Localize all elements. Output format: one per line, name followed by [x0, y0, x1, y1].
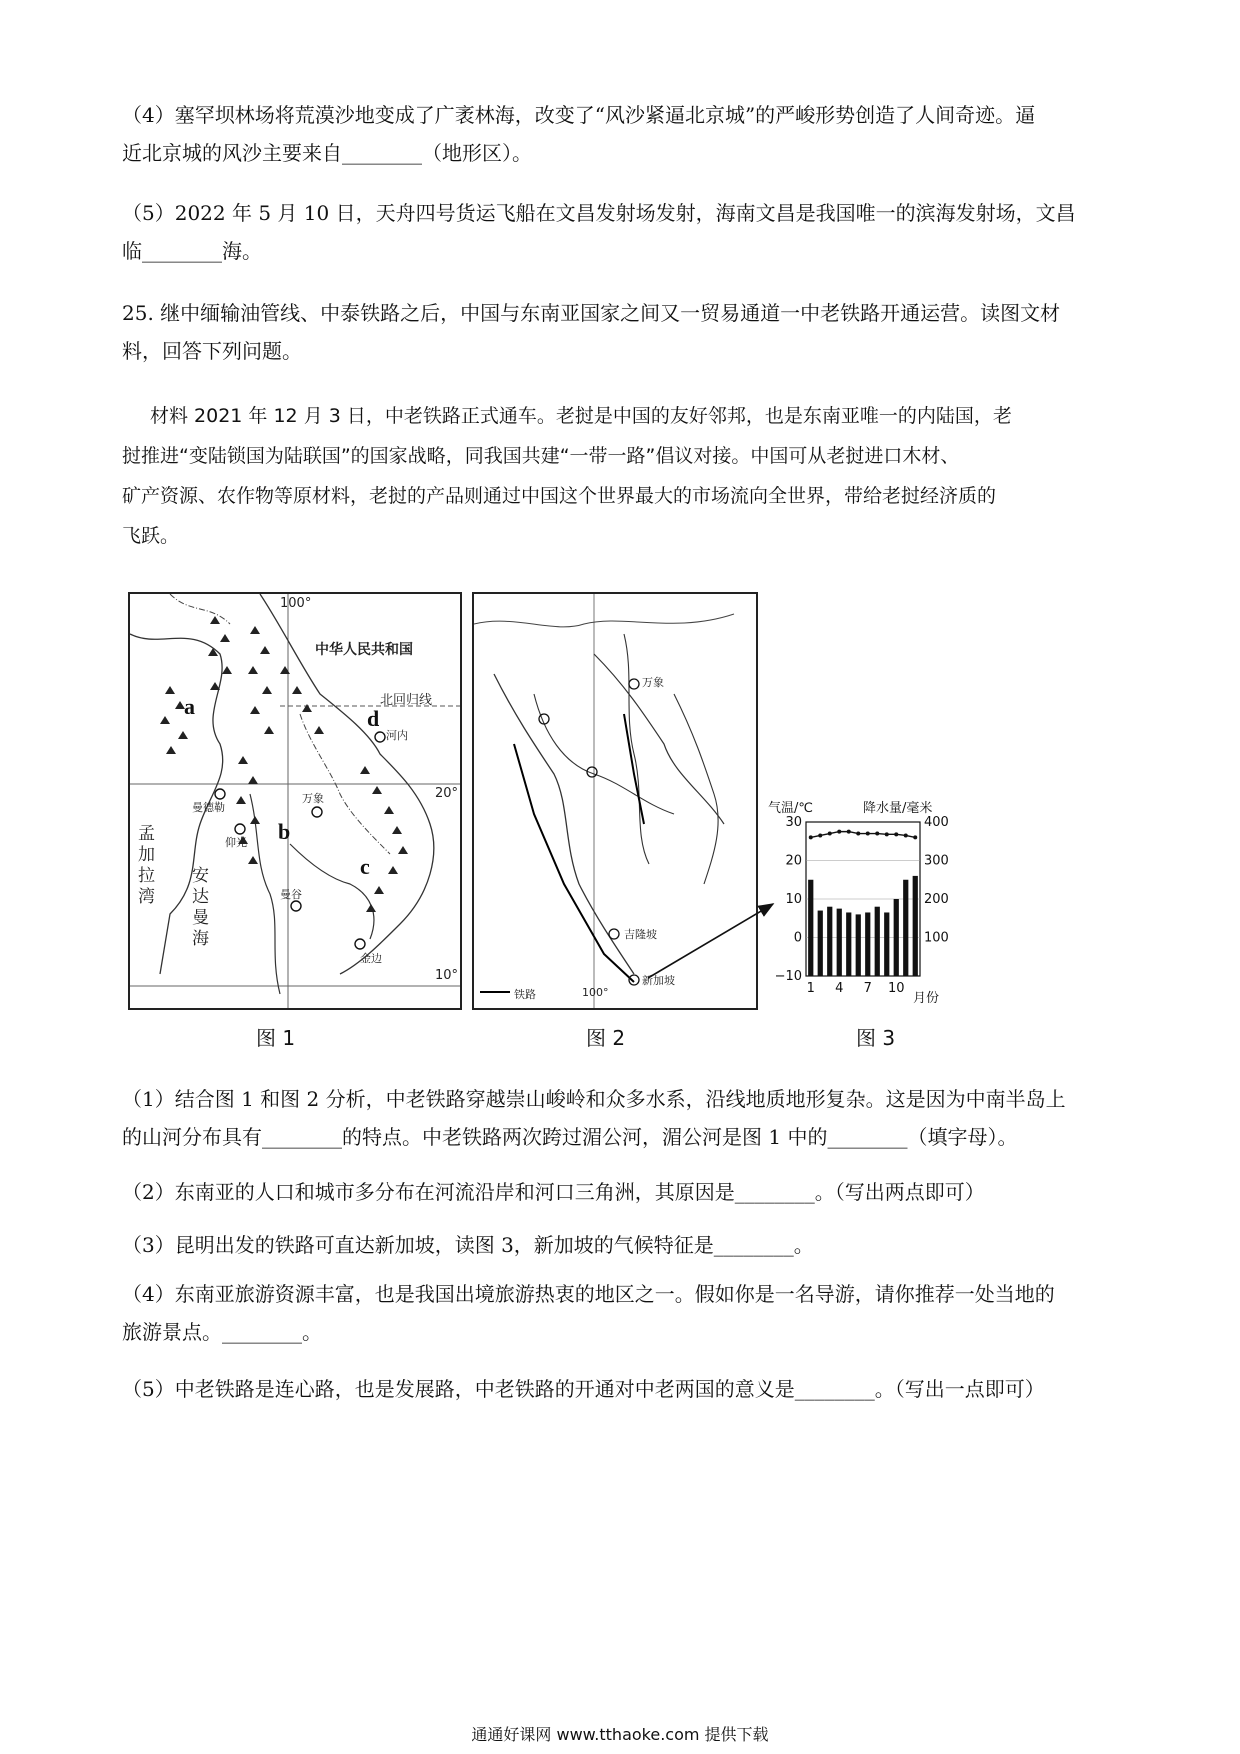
q24-p4-line1: （4）塞罕坝林场将荒漠沙地变成了广袤林海，改变了“风沙紧逼北京城”的严峻形势创造了人间奇迹。逼 — [122, 103, 1036, 127]
fig1-phnompenh-label: 金边 — [360, 952, 382, 965]
fig3-precip-bar — [856, 914, 861, 976]
q25-part5 — [122, 1370, 1132, 1408]
fig3-temp-point — [847, 830, 851, 834]
fig3-temp-point — [837, 830, 841, 834]
fig3-precip-bar — [894, 899, 899, 976]
q24-p5-line1: （5）2022 年 5 月 10 日，天舟四号货运飞船在文昌发射场发射，海南文昌是我国唯一的滨海发射场，文昌 — [122, 201, 1076, 225]
fig1-china-label: 中华人民共和国 — [315, 642, 413, 658]
q25-stem-line1: 25. 继中缅输油管线、中泰铁路之后，中国与东南亚国家之间又一贸易通道一中老铁路开通运营。读图文材 — [122, 301, 1061, 325]
figures — [128, 592, 988, 1057]
fig2-singapore-label: 新加坡 — [642, 974, 675, 987]
q25-5: （5）中老铁路是连心路，也是发展路，中老铁路的开通对中老两国的意义是________。（写出一点即可） — [122, 1377, 1045, 1401]
fig2-railway-legend: 铁路 — [514, 988, 536, 1001]
fig3-precip-bar — [818, 911, 823, 976]
q25-part4 — [122, 1275, 1132, 1351]
fig3-temp-polyline — [811, 832, 916, 838]
q25-3: （3）昆明出发的铁路可直达新加坡，读图 3，新加坡的气候特征是________。 — [122, 1233, 814, 1257]
figure-1-caption: 图 1 — [256, 1026, 296, 1050]
fig3-temp-tick-label: 30 — [785, 815, 802, 830]
fig3-temp-point — [828, 832, 832, 836]
q25-part3 — [122, 1226, 1132, 1264]
fig3-temp-point — [809, 835, 813, 839]
fig1-lon100-label: 100° — [280, 596, 312, 611]
fig1-letter-c: c — [360, 854, 370, 879]
fig2-kuala-lumpur-label: 吉隆坡 — [624, 928, 657, 941]
fig1-bay-of-bengal-label: 孟加拉湾 — [138, 824, 155, 907]
fig3-precip-bar — [913, 876, 918, 976]
fig1-letter-d: d — [367, 706, 380, 731]
fig3-precip-tick-label: 100 — [924, 930, 949, 946]
fig3-precip-bar — [865, 912, 870, 976]
fig3-temp-tick-label: 10 — [785, 892, 802, 907]
fig3-precip-bar — [837, 909, 842, 976]
fig3-month-tick-label: 4 — [835, 981, 844, 996]
figure-3-climate-chart — [768, 798, 983, 1008]
fig1-hanoi-label: 河内 — [386, 729, 408, 742]
fig3-axes — [806, 822, 920, 976]
q24-p4-line2: 近北京城的风沙主要来自________（地形区）。 — [122, 141, 532, 165]
q25-4-line2: 旅游景点。________。 — [122, 1320, 322, 1344]
fig1-tropic-label: 北回归线 — [380, 693, 433, 708]
fig1-lat20-label: 20° — [435, 786, 459, 801]
q24-part5 — [122, 194, 1132, 270]
q25-material — [122, 396, 1130, 556]
q25-part2 — [122, 1173, 1132, 1211]
fig2-lon100-label: 100° — [582, 986, 609, 999]
fig3-precip-bar — [827, 907, 832, 976]
fig3-precip-tick-label: 300 — [924, 853, 949, 869]
fig1-mandalay-label: 曼德勒 — [192, 801, 225, 814]
page-footer: 通通好课网 www.tthaoke.com 提供下载 — [471, 1725, 769, 1744]
fig3-temp-tick-label: 0 — [793, 930, 802, 946]
fig3-precip-bar — [808, 880, 813, 976]
q25-1-line2: 的山河分布具有________的特点。中老铁路两次跨过湄公河，湄公河是图 1 中的________（填字母）。 — [122, 1125, 1018, 1149]
q25-4-line1: （4）东南亚旅游资源丰富，也是我国出境旅游热衷的地区之一。假如你是一名导游，请你推荐一处当地的 — [122, 1282, 1055, 1306]
fig3-month-tick-label: 7 — [863, 981, 872, 996]
q25-part1 — [122, 1080, 1132, 1156]
q25-2: （2）东南亚的人口和城市多分布在河流沿岸和河口三角洲，其原因是________。（写出两点即可） — [122, 1180, 985, 1204]
fig3-temp-point — [866, 832, 870, 836]
fig3-month-tick-label: 10 — [887, 981, 905, 996]
fig1-lat10-label: 10° — [435, 968, 459, 983]
fig3-precip-tick-label: 200 — [924, 892, 949, 907]
q24-part4 — [122, 96, 1132, 172]
fig3-temp-point — [875, 832, 879, 836]
q25-stem-line2: 料，回答下列问题。 — [122, 339, 302, 363]
fig3-temp-point — [885, 832, 889, 836]
fig1-yangon-label: 仰光 — [225, 836, 247, 849]
material-line2: 挝推进“变陆锁国为陆联国”的国家战略，同我国共建“一带一路”倡议对接。中国可从老挝进口木材、 — [122, 445, 960, 467]
fig3-precip-bars — [808, 876, 918, 976]
material-line3: 矿产资源、农作物等原材料，老挝的产品则通过中国这个世界最大的市场流向全世界，带给老挝经济质的 — [122, 485, 997, 507]
fig3-precip-bar — [884, 912, 889, 976]
fig3-right-axis-title: 降水量/毫米 — [863, 801, 933, 816]
fig3-x-axis-title: 月份 — [913, 991, 940, 1006]
fig1-vientiane-label: 万象 — [302, 792, 324, 805]
fig3-precip-bar — [903, 880, 908, 976]
fig3-temp-point — [894, 832, 898, 836]
fig3-precip-bar — [875, 907, 880, 976]
fig2-vientiane-label: 万象 — [642, 676, 664, 689]
fig1-letter-b: b — [278, 819, 291, 844]
fig3-ticks — [775, 815, 949, 996]
fig3-temp-point — [904, 833, 908, 837]
fig1-bangkok-label: 曼谷 — [280, 888, 302, 901]
fig3-left-axis-title: 气温/℃ — [768, 801, 813, 816]
q25-1-line1: （1）结合图 1 和图 2 分析，中老铁路穿越崇山峻岭和众多水系，沿线地质地形复杂。这是因为中南半岛上 — [122, 1087, 1066, 1111]
material-line1: 材料 2021 年 12 月 3 日，中老铁路正式通车。老挝是中国的友好邻邦，也是东南亚唯一的内陆国，老 — [150, 405, 1012, 427]
fig1-andaman-sea-label: 安达曼海 — [192, 866, 209, 949]
material-line4: 飞跃。 — [122, 525, 180, 547]
fig3-temp-point — [818, 833, 822, 837]
q25-stem — [122, 294, 1132, 370]
q24-p5-line2: 临________海。 — [122, 239, 262, 263]
fig1-letter-a: a — [184, 694, 195, 719]
fig3-month-tick-label: 1 — [806, 981, 815, 996]
fig3-temp-point — [913, 835, 917, 839]
figure-2-caption: 图 2 — [586, 1026, 626, 1050]
fig3-temp-tick-label: −10 — [774, 969, 802, 984]
fig3-precip-bar — [846, 912, 851, 976]
fig3-temp-point — [856, 832, 860, 836]
fig3-temp-line — [809, 830, 918, 840]
fig3-temp-tick-label: 20 — [785, 853, 802, 869]
figure-3-caption: 图 3 — [856, 1026, 896, 1050]
fig3-precip-tick-label: 400 — [924, 815, 949, 830]
